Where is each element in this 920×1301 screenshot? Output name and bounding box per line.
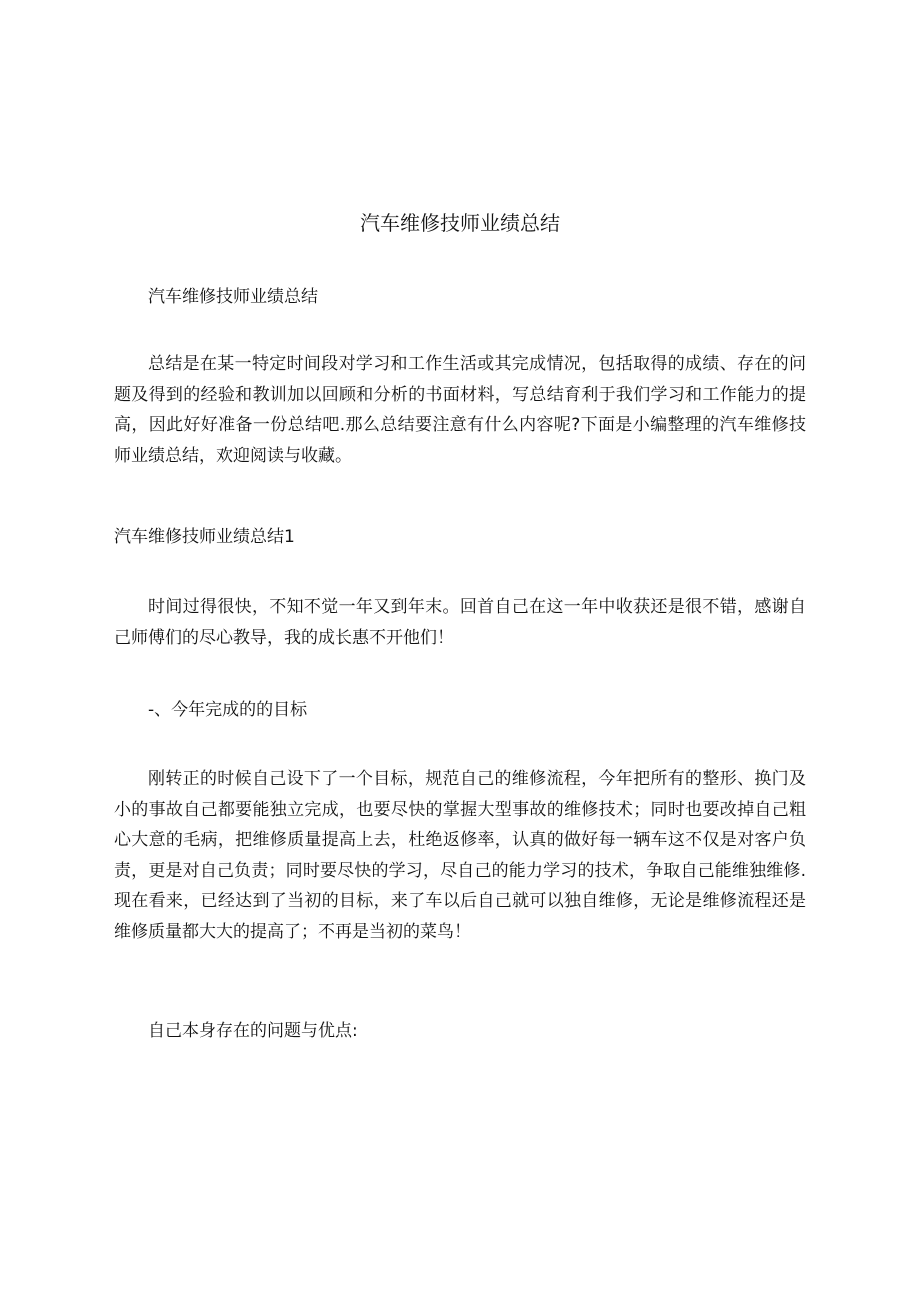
reflection-paragraph: 时间过得很快，不知不觉一年又到年末。回首自己在这一年中收获还是很不错，感谢自己师傅们的尽心教导，我的成长惠不开他们！ (114, 597, 806, 648)
subtitle-paragraph: 汽车维修技师业绩总结 (148, 287, 318, 307)
goals-heading: -、今年完成的的目标 (148, 700, 308, 720)
goals-paragraph: 刚转正的时候自己设下了一个目标，规范自己的维修流程，今年把所有的整形、换门及小的事故自己都要能独立完成，也要尽快的掌握大型事故的维修技术；同时也要改掉自己粗心大意的毛病，把维修质量提高上去，杜绝返修率，认真的做好每一辆车这不仅是对客户负责，更是对自己负责；同时要尽快的学习，尽自己的能力学习的技术，争取自己能维独维修.现在看来，已经达到了当初的目标，来了车以后自己就可以独自维修，无论是维修流程还是维修质量都大大的提高了；不再是当初的菜鸟！ (114, 769, 806, 942)
document-title: 汽车维修技师业绩总结 (360, 211, 560, 235)
issues-heading: 自己本身存在的问题与优点: (148, 1021, 358, 1041)
intro-paragraph: 总结是在某一特定时间段对学习和工作生活或其完成情况，包括取得的成绩、存在的问题及得到的经验和教训加以回顾和分析的书面材料，写总结育利于我们学习和工作能力的提高，因此好好准备一份总结吧.那么总结要注意有什么内容呢?下面是小编整理的汽车维修技师业绩总结，欢迎阅读与收藏。 (114, 354, 806, 466)
section-heading-1: 汽车维修技师业绩总结1 (114, 527, 295, 547)
